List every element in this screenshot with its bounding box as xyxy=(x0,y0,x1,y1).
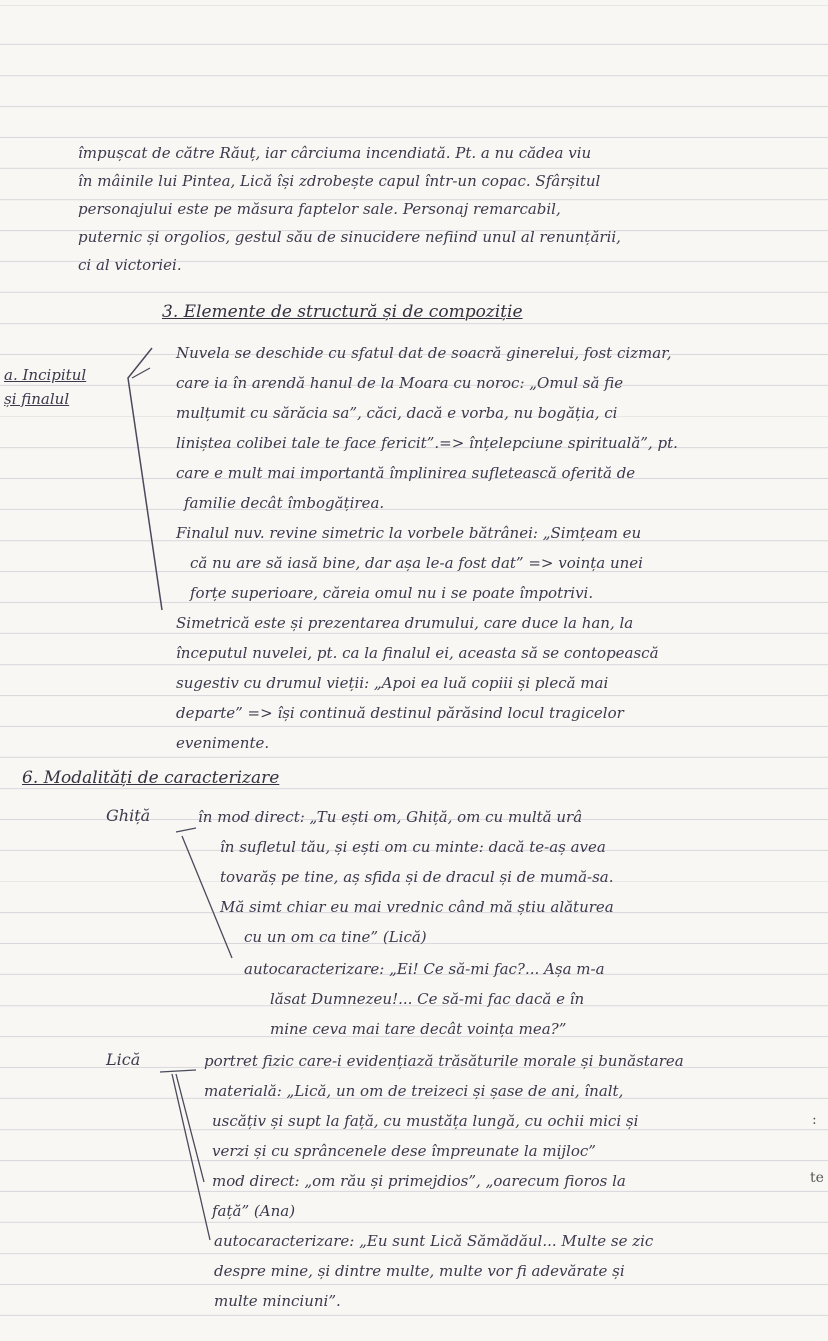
section3-line: începutul nuvelei, pt. ca la finalul ei, aceasta să se contopească xyxy=(176,644,659,662)
lica-portrait-line: verzi și cu sprâncenele dese împreunate la mijloc” xyxy=(212,1142,596,1160)
lica-portrait-line: uscățiv și supt la față, cu mustăța lungă, cu ochii mici și xyxy=(212,1112,639,1130)
section3-line: mulțumit cu sărăcia sa”, căci, dacă e vorba, nu bogăția, ci xyxy=(176,404,618,422)
section3-line: departe” => își continuă destinul părăsind locul tragicelor xyxy=(176,704,624,722)
section3-line: Simetrică este și prezentarea drumului, care duce la han, la xyxy=(176,614,634,632)
section3-line: că nu are să iasă bine, dar așa le-a fost dat” => voința unei xyxy=(190,554,643,572)
edge-mark: : xyxy=(812,1112,817,1128)
ghita-line: tovarăș pe tine, aș sfida și de dracul și de mumă-sa. xyxy=(220,868,614,886)
section3-line: evenimente. xyxy=(176,734,270,752)
section3-line: Nuvela se deschide cu sfatul dat de soacră ginerelui, fost cizmar, xyxy=(176,344,672,362)
section3-line: care ia în arendă hanul de la Moara cu noroc: „Omul să fie xyxy=(176,374,624,392)
edge-mark: te xyxy=(810,1170,824,1186)
bracket-stroke-section3 xyxy=(128,348,162,610)
lica-direct-line: mod direct: „om rău și primejdios”, „oarecum fioros la xyxy=(212,1172,626,1190)
margin-label-final: și finalul xyxy=(4,390,70,408)
lica-portrait-line: portret fizic care-i evidențiază trăsăturile morale și bunăstarea xyxy=(204,1052,684,1070)
section3-line: Finalul nuv. revine simetric la vorbele bătrânei: „Simțeam eu xyxy=(176,524,642,542)
ghita-line: cu un om ca tine” (Lică) xyxy=(244,928,427,946)
ghita-auto-line: mine ceva mai tare decât voința mea?” xyxy=(270,1020,567,1038)
lica-auto-line: autocaracterizare: „Eu sunt Lică Sămădăul... Multe se zic xyxy=(214,1232,654,1250)
intro-line: în mâinile lui Pintea, Lică își zdrobește capul într-un copac. Sfârșitul xyxy=(78,172,601,190)
lica-auto-line: despre mine, și dintre multe, multe vor fi adevărate și xyxy=(214,1262,625,1280)
section3-line: familie decât îmbogățirea. xyxy=(184,494,385,512)
bracket-stroke-lica xyxy=(160,1070,196,1072)
ghita-auto-line: autocaracterizare: „Ei! Ce să-mi fac?... Așa m-a xyxy=(244,960,605,978)
ghita-auto-line: lăsat Dumnezeu!... Ce să-mi fac dacă e în xyxy=(270,990,585,1008)
section3-line: sugestiv cu drumul vieții: „Apoi ea luă copiii și plecă mai xyxy=(176,674,609,692)
bracket-stroke-lica-2 xyxy=(176,1074,204,1182)
lica-direct-line: față” (Ana) xyxy=(212,1202,296,1220)
lica-auto-line: multe minciuni”. xyxy=(214,1292,341,1310)
section3-heading: 3. Elemente de structură și de compoziție xyxy=(162,302,523,322)
section6-heading: 6. Modalități de caracterizare xyxy=(22,768,280,788)
ghita-line: în mod direct: „Tu ești om, Ghiță, om cu multă urâ xyxy=(198,808,583,826)
ghita-line: în sufletul tău, și ești om cu minte: dacă te-aș avea xyxy=(220,838,606,856)
section3-line: forțe superioare, căreia omul nu i se poate împotrivi. xyxy=(190,584,594,602)
intro-line: personajului este pe măsura faptelor sale. Personaj remarcabil, xyxy=(78,200,561,218)
section3-line: care e mult mai importantă împlinirea sufletească oferită de xyxy=(176,464,636,482)
intro-line: puternic și orgolios, gestul său de sinucidere nefiind unul al renunțării, xyxy=(78,228,621,246)
lica-portrait-line: materială: „Lică, un om de treizeci și șase de ani, înalt, xyxy=(204,1082,624,1100)
margin-label-incipit: a. Incipitul xyxy=(4,366,87,384)
lica-label: Lică xyxy=(106,1050,141,1069)
section3-line: liniștea colibei tale te face fericit”.=> înțelepciune spirituală”, pt. xyxy=(176,434,678,452)
ghita-line: Mă simt chiar eu mai vrednic când mă știu alăturea xyxy=(220,898,614,916)
ghita-label: Ghiță xyxy=(106,806,151,825)
bracket-stroke-ghita xyxy=(176,828,196,832)
intro-line: ci al victoriei. xyxy=(78,256,182,274)
intro-line: împușcat de către Răuț, iar cârciuma incendiată. Pt. a nu cădea viu xyxy=(78,144,592,162)
